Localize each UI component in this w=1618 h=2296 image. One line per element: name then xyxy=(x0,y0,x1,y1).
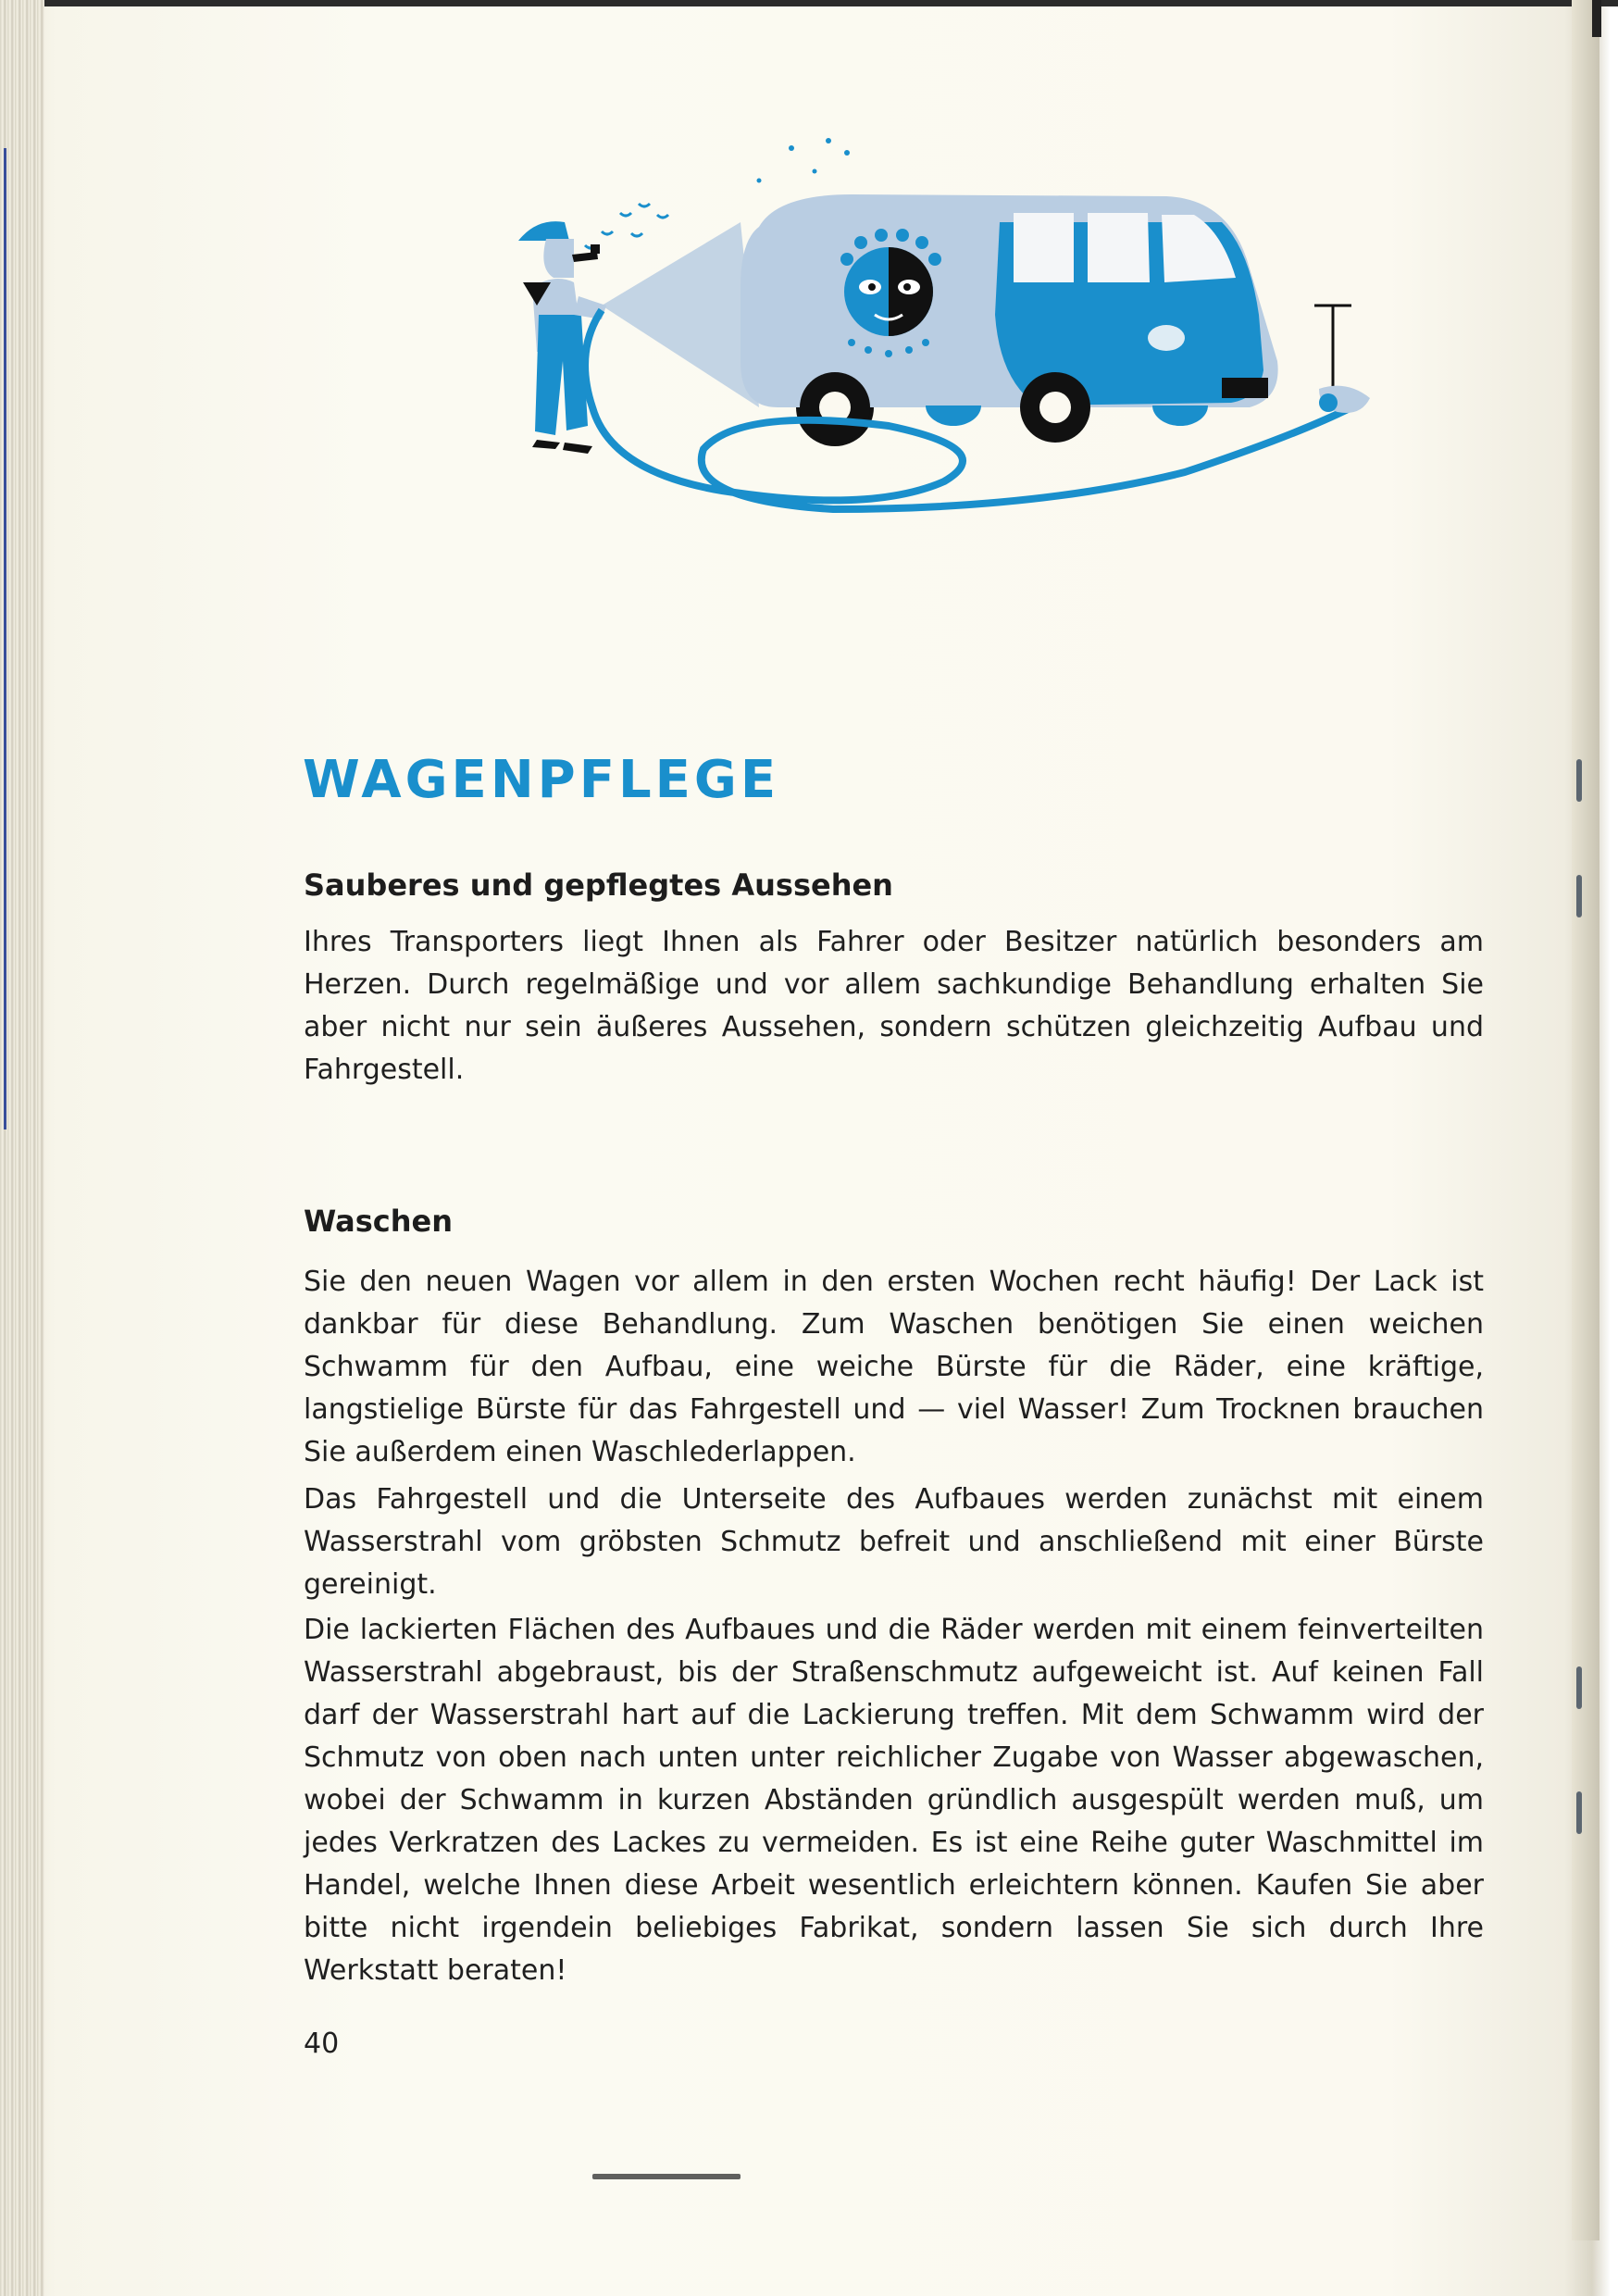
book-spine-edge xyxy=(0,0,44,2296)
binding-staple xyxy=(1576,875,1582,917)
corner-shadow xyxy=(1592,0,1601,37)
water-tap xyxy=(1314,306,1370,413)
section-heading-aussehen: Sauberes und gepflegtes Aussehen xyxy=(304,867,893,903)
binding-staple xyxy=(1576,1791,1582,1834)
page-right-edge xyxy=(1572,0,1599,2240)
paragraph-waschen-1: Sie den neuen Wagen vor allem in den ersten Wochen recht häufig! Der Lack ist dankbar für diese Behandlung. Zum Waschen benötigen Sie einen weichen Schwamm für den Aufbau, eine weiche Bürste für die Räder, eine kräftige, langstielige Bürste für das Fahrgestell und — viel Wasser! Zum Trocknen brauchen Sie außerdem einen Waschlederlappen. xyxy=(304,1266,1484,1468)
binding-staple xyxy=(1576,1666,1582,1709)
binding-staple xyxy=(1576,759,1582,802)
man-washing-transporter-illustration xyxy=(481,130,1490,611)
page-title: WAGENPFLEGE xyxy=(303,750,780,810)
paragraph-aussehen: Ihres Transporters liegt Ihnen als Fahrer oder Besitzer natürlich besonders am Herzen. Durch regelmäßige und vor allem sachkundige Behandlung erhalten Sie aber nicht nur sein äußeres Aussehen, sondern schützen gleichzeitig Aufbau und Fahrgestell. xyxy=(304,926,1484,1086)
section-heading-waschen: Waschen xyxy=(304,1204,454,1239)
water-spray xyxy=(602,222,759,407)
bottom-edge-mark xyxy=(592,2174,741,2179)
paragraph-waschen-2: Das Fahrgestell und die Unterseite des Aufbaues werden zunächst mit einem Wasserstrahl vom gröbsten Schmutz befreit und anschließend mit einer Bürste gereinigt. xyxy=(304,1483,1484,1601)
top-edge-shadow xyxy=(0,0,1618,6)
page-number: 40 xyxy=(304,2028,340,2060)
rear-wheel xyxy=(1020,372,1090,443)
transporter-van xyxy=(741,194,1278,446)
spine-blue-strip xyxy=(4,148,6,1129)
paragraph-waschen-3: Die lackierten Flächen des Aufbaues und die Räder werden mit einem feinverteilten Wasserstrahl abgebraust, bis der Straßenschmutz aufgeweicht ist. Auf keinen Fall darf der Wasserstrahl hart auf die Lackierung treffen. Mit dem Schwamm wird der Schmutz von oben nach unten unter reichlicher Zugabe von Wasser abgewaschen, wobei der Schwamm in kurzen Abständen gründlich ausgespült werden muß, um jedes Verkratzen des Lackes zu vermeiden. Es ist eine Reihe guter Waschmittel im Handel, welche Ihnen diese Arbeit wesentlich erleichtern können. Kaufen Sie aber bitte nicht irgendein beliebiges Fabrikat, sondern lassen Sie sich durch Ihre Werkstatt beraten! xyxy=(304,1614,1484,1987)
